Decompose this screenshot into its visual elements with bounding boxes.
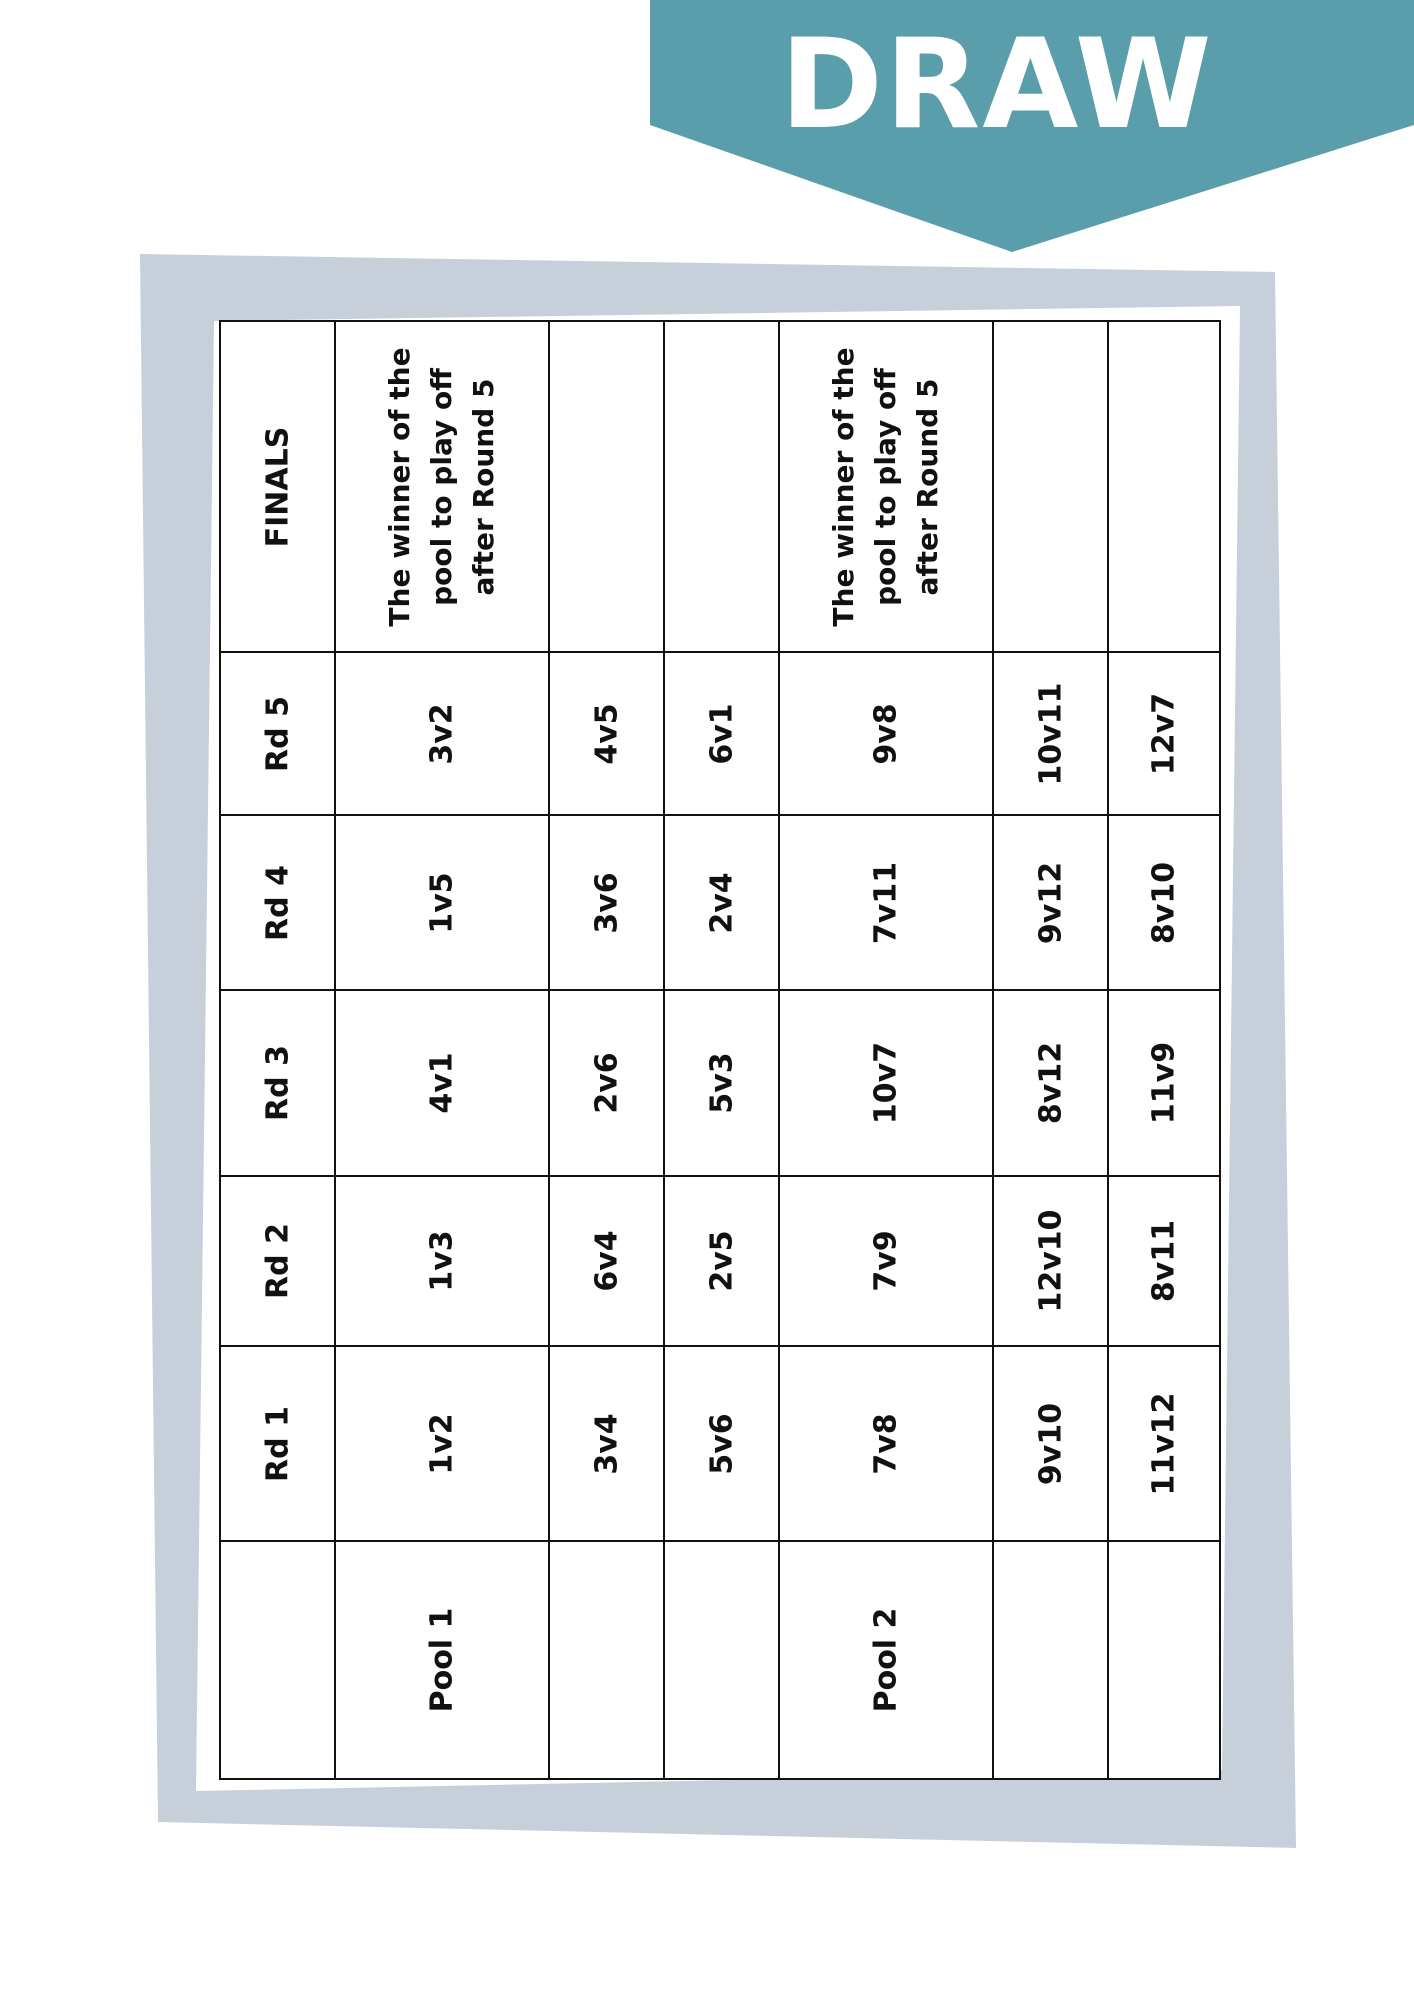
finals-header-cell [220, 321, 335, 652]
match: 12v7 [1146, 692, 1182, 775]
pool-cell [335, 1541, 549, 1779]
match-cell [335, 990, 549, 1176]
finals-cell [993, 321, 1108, 652]
round-header-cell [220, 652, 335, 815]
match: 5v3 [704, 1052, 739, 1114]
match-cell [335, 1176, 549, 1346]
match-cell [664, 990, 779, 1176]
match-cell [993, 990, 1108, 1176]
finals-cell [335, 321, 549, 652]
match-cell [993, 815, 1108, 990]
round-header: Rd 1 [260, 1405, 295, 1482]
match-cell [779, 1176, 993, 1346]
round-4-row [220, 815, 1220, 990]
match: 11v9 [1146, 1041, 1182, 1125]
finals-cell [1108, 321, 1220, 652]
round-2-row [220, 1176, 1220, 1346]
match: 2v5 [704, 1230, 739, 1292]
round-header: Rd 2 [260, 1223, 295, 1299]
match: 2v6 [589, 1052, 624, 1114]
finals-cell [664, 321, 779, 652]
page-title: DRAW [780, 13, 1214, 157]
match-cell [335, 815, 549, 990]
match-cell [1108, 1346, 1220, 1541]
match: 9v10 [1033, 1402, 1068, 1485]
match-cell [779, 990, 993, 1176]
match: 6v4 [589, 1230, 624, 1292]
match-cell [779, 652, 993, 815]
round-header-cell [220, 1346, 335, 1541]
match: 10v7 [868, 1041, 904, 1125]
pool-cell [664, 1541, 779, 1779]
pool-cell [549, 1541, 664, 1779]
round-header: Rd 4 [260, 864, 295, 941]
match: 1v5 [424, 871, 460, 934]
match: 9v8 [868, 702, 904, 765]
match-cell [1108, 815, 1220, 990]
finals-cell [779, 321, 993, 652]
pool-label: Pool 2 [868, 1607, 904, 1713]
match: 8v11 [1146, 1219, 1182, 1303]
match: 10v11 [1033, 681, 1068, 786]
finals-note: The winner of the pool to play off after Round 5 [383, 346, 500, 627]
match-cell [335, 1346, 549, 1541]
match: 1v2 [424, 1412, 460, 1475]
match-cell [993, 652, 1108, 815]
round-header-cell [220, 1176, 335, 1346]
match-cell [549, 652, 664, 815]
match-cell [779, 815, 993, 990]
match-cell [664, 1176, 779, 1346]
round-header: Rd 5 [260, 695, 295, 772]
match-cell [549, 990, 664, 1176]
finals-row [220, 321, 1220, 652]
match: 12v10 [1033, 1209, 1068, 1313]
match-cell [664, 815, 779, 990]
match: 7v8 [868, 1412, 904, 1475]
match-cell [335, 652, 549, 815]
round-3-row [220, 990, 1220, 1176]
match-cell [549, 815, 664, 990]
round-5-row [220, 652, 1220, 815]
match: 6v1 [704, 702, 739, 765]
match: 5v6 [704, 1412, 739, 1475]
pool-header-cell [220, 1541, 335, 1779]
match: 9v12 [1033, 861, 1068, 944]
pool-cell [993, 1541, 1108, 1779]
match-cell [549, 1346, 664, 1541]
finals-note: The winner of the pool to play off after Round 5 [827, 346, 944, 627]
draw-table [219, 320, 1221, 1780]
match: 7v11 [868, 861, 904, 944]
match: 1v3 [424, 1230, 460, 1292]
pool-row [220, 1541, 1220, 1779]
pool-cell [779, 1541, 993, 1779]
pool-label: Pool 1 [424, 1607, 460, 1713]
match-cell [1108, 1176, 1220, 1346]
match-cell [664, 1346, 779, 1541]
match: 3v4 [589, 1412, 624, 1475]
match-cell [1108, 990, 1220, 1176]
match: 8v12 [1033, 1041, 1068, 1125]
match-cell [993, 1346, 1108, 1541]
match-cell [993, 1176, 1108, 1346]
round-1-row [220, 1346, 1220, 1541]
match: 7v9 [868, 1230, 904, 1292]
round-header-cell [220, 990, 335, 1176]
match: 8v10 [1146, 861, 1182, 944]
match: 4v5 [589, 702, 624, 765]
match: 4v1 [424, 1052, 460, 1114]
finals-cell [549, 321, 664, 652]
match: 2v4 [704, 871, 739, 934]
round-header: Rd 3 [260, 1045, 295, 1121]
match: 3v2 [424, 702, 460, 765]
pool-cell [1108, 1541, 1220, 1779]
match-cell [664, 652, 779, 815]
match-cell [779, 1346, 993, 1541]
round-header-cell [220, 815, 335, 990]
match-cell [1108, 652, 1220, 815]
match: 11v12 [1146, 1391, 1182, 1496]
match: 3v6 [589, 871, 624, 934]
match-cell [549, 1176, 664, 1346]
finals-header: FINALS [260, 426, 295, 547]
